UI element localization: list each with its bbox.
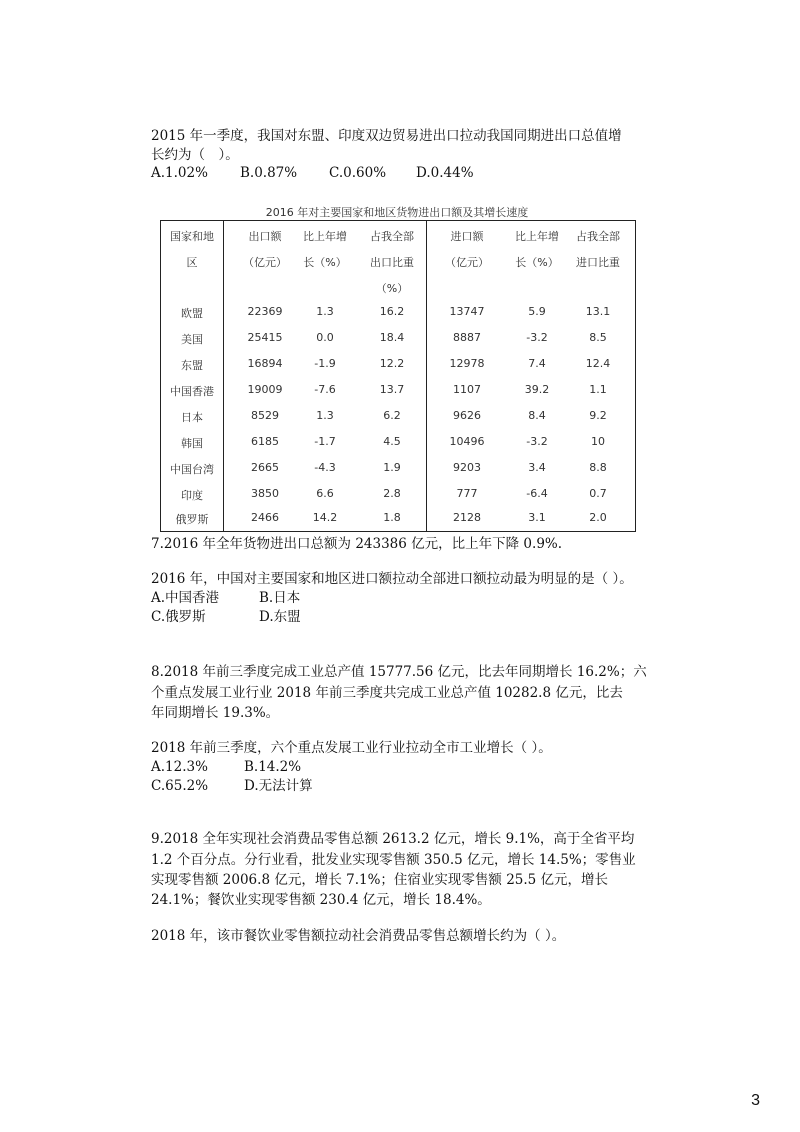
table-cell-import-growth: 3.1 — [528, 511, 546, 524]
table-cell-export-share: 12.2 — [379, 357, 405, 370]
table-cell-import-growth: 3.4 — [528, 461, 546, 474]
q9-line-1: 9.2018 全年实现社会消费品零售总额 2613.2 亿元，增长 9.1%，高于全省平均 — [151, 831, 635, 847]
table-cell-import-share: 1.1 — [589, 383, 607, 396]
q8-question: 2018 年前三季度，六个重点发展工业行业拉动全市工业增长（ ）。 — [151, 740, 552, 756]
table-cell-export-growth: -4.3 — [314, 461, 336, 474]
table-cell-import-share: 8.5 — [589, 331, 607, 344]
table-cell-export-share: 13.7 — [379, 383, 405, 396]
q8-line-2: 个重点发展工业行业 2018 年前三季度共完成工业总产值 10282.8 亿元，比去 — [151, 685, 623, 701]
table-header-country: 区 — [186, 256, 198, 269]
table-cell-export-growth: 1.3 — [316, 305, 334, 318]
table-cell-export-growth: -1.7 — [314, 435, 336, 448]
table-cell-import: 777 — [456, 487, 478, 500]
q8-option-b: B.14.2% — [244, 759, 302, 775]
table-cell-import-growth: 8.4 — [528, 409, 546, 422]
table-cell-export-share: 6.2 — [383, 409, 401, 422]
table-header-export: （亿元） — [243, 256, 287, 269]
table-header-export-share: 出口比重 — [370, 256, 414, 269]
table-cell-import-share: 13.1 — [585, 305, 611, 318]
table-header-import-share: 进口比重 — [576, 256, 620, 269]
table-cell-import: 9626 — [453, 409, 481, 422]
table-cell-import-share: 9.2 — [589, 409, 607, 422]
table-cell-import-growth: 7.4 — [528, 357, 546, 370]
table-cell-export: 6185 — [251, 435, 279, 448]
q9-line-4: 24.1%；餐饮业实现零售额 230.4 亿元，增长 18.4%。 — [151, 892, 491, 908]
table-cell-export-growth: -7.6 — [314, 383, 336, 396]
q6-option-a: A.1.02% — [151, 165, 208, 181]
table-cell-import: 12978 — [449, 357, 485, 370]
table-cell-export-growth: 1.3 — [316, 409, 334, 422]
table-cell-import: 9203 — [453, 461, 481, 474]
table-header-import-share: 占我全部 — [576, 230, 620, 243]
q6-option-d: D.0.44% — [416, 165, 474, 181]
table-cell-country: 中国香港 — [170, 385, 214, 398]
table-cell-country: 印度 — [181, 489, 203, 502]
q8-option-a: A.12.3% — [151, 759, 208, 775]
table-cell-export: 2466 — [251, 511, 279, 524]
q6-option-b: B.0.87% — [240, 165, 298, 181]
table-cell-import-growth: -3.2 — [526, 331, 548, 344]
table-cell-country: 欧盟 — [181, 307, 203, 320]
table-cell-export-share: 1.9 — [383, 461, 401, 474]
table-header-import: 进口额 — [450, 230, 484, 243]
table-cell-import: 8887 — [453, 331, 481, 344]
table-cell-export: 3850 — [251, 487, 279, 500]
table-header-export-share: 占我全部 — [370, 230, 414, 243]
table-header-import-growth: 比上年增 — [515, 230, 559, 243]
table-cell-country: 韩国 — [181, 437, 203, 450]
table-cell-country: 中国台湾 — [170, 463, 214, 476]
table-cell-import-share: 8.8 — [589, 461, 607, 474]
q9-line-3: 实现零售额 2006.8 亿元，增长 7.1%；住宿业实现零售额 25.5 亿元，增长 — [151, 872, 609, 888]
table-cell-export-share: 4.5 — [383, 435, 401, 448]
table-header-import: （亿元） — [445, 256, 489, 269]
table-cell-import-share: 2.0 — [589, 511, 607, 524]
q6-line-1: 2015 年一季度，我国对东盟、印度双边贸易进出口拉动我国同期进出口总值增 — [151, 128, 622, 144]
table-cell-country: 美国 — [181, 333, 203, 346]
table-cell-import-share: 10 — [591, 435, 605, 448]
table-cell-export-share: 16.2 — [379, 305, 405, 318]
table-cell-import-growth: 39.2 — [524, 383, 550, 396]
table-cell-export-share: 1.8 — [383, 511, 401, 524]
q6-option-c: C.0.60% — [329, 165, 387, 181]
table-cell-import-share: 12.4 — [585, 357, 611, 370]
table-cell-country: 日本 — [181, 411, 203, 424]
q7-question: 2016 年，中国对主要国家和地区进口额拉动全部进口额拉动最为明显的是（ ）。 — [151, 571, 633, 587]
q8-line-3: 年同期增长 19.3%。 — [151, 705, 280, 721]
table-cell-import: 2128 — [453, 511, 481, 524]
table-header-import-growth: 长（%） — [515, 256, 559, 269]
table-cell-import: 10496 — [449, 435, 485, 448]
table-cell-export: 2665 — [251, 461, 279, 474]
table-cell-import-share: 0.7 — [589, 487, 607, 500]
table-cell-import: 13747 — [449, 305, 485, 318]
table-header-export: 出口额 — [248, 230, 282, 243]
table-cell-export-growth: 14.2 — [312, 511, 338, 524]
q7-option-b: B.日本 — [259, 590, 301, 606]
table-cell-export-growth: -1.9 — [314, 357, 336, 370]
table-cell-export-share: 18.4 — [379, 331, 405, 344]
q8-line-1: 8.2018 年前三季度完成工业总产值 15777.56 亿元，比去年同期增长 16.2%；六 — [151, 664, 647, 680]
q9-question: 2018 年，该市餐饮业零售额拉动社会消费品零售总额增长约为（ ）。 — [151, 928, 566, 944]
table-header-export-share: （%） — [375, 282, 409, 295]
q8-option-d: D.无法计算 — [244, 778, 313, 794]
table-header-export-growth: 比上年增 — [303, 230, 347, 243]
q6-line-2: 长约为（ ）。 — [151, 147, 239, 163]
table-cell-export: 25415 — [247, 331, 283, 344]
q7-option-c: C.俄罗斯 — [151, 609, 206, 625]
table-cell-country: 俄罗斯 — [175, 513, 209, 526]
table-cell-export-growth: 0.0 — [316, 331, 334, 344]
table-cell-import-growth: -6.4 — [526, 487, 548, 500]
table-header-country: 国家和地 — [170, 230, 214, 243]
table-cell-import-growth: 5.9 — [528, 305, 546, 318]
table-cell-export-share: 2.8 — [383, 487, 401, 500]
table-cell-export: 19009 — [247, 383, 283, 396]
table-cell-export: 16894 — [247, 357, 283, 370]
table-cell-export: 22369 — [247, 305, 283, 318]
q7-material: 7.2016 年全年货物进出口总额为 243386 亿元，比上年下降 0.9%. — [151, 536, 563, 552]
table-cell-import: 1107 — [453, 383, 481, 396]
q7-option-a: A.中国香港 — [151, 590, 220, 606]
table-cell-export-growth: 6.6 — [316, 487, 334, 500]
table-title: 2016 年对主要国家和地区货物进出口额及其增长速度 — [265, 206, 529, 219]
table-header-export-growth: 长（%） — [303, 256, 347, 269]
table-cell-export: 8529 — [251, 409, 279, 422]
q9-line-2: 1.2 个百分点。分行业看，批发业实现零售额 350.5 亿元，增长 14.5%；零售业 — [151, 852, 636, 868]
q7-option-d: D.东盟 — [259, 609, 301, 625]
table-cell-import-growth: -3.2 — [526, 435, 548, 448]
page-number: 3 — [751, 1092, 760, 1109]
trade-table — [160, 220, 636, 532]
table-cell-country: 东盟 — [181, 359, 203, 372]
q8-option-c: C.65.2% — [151, 778, 209, 794]
